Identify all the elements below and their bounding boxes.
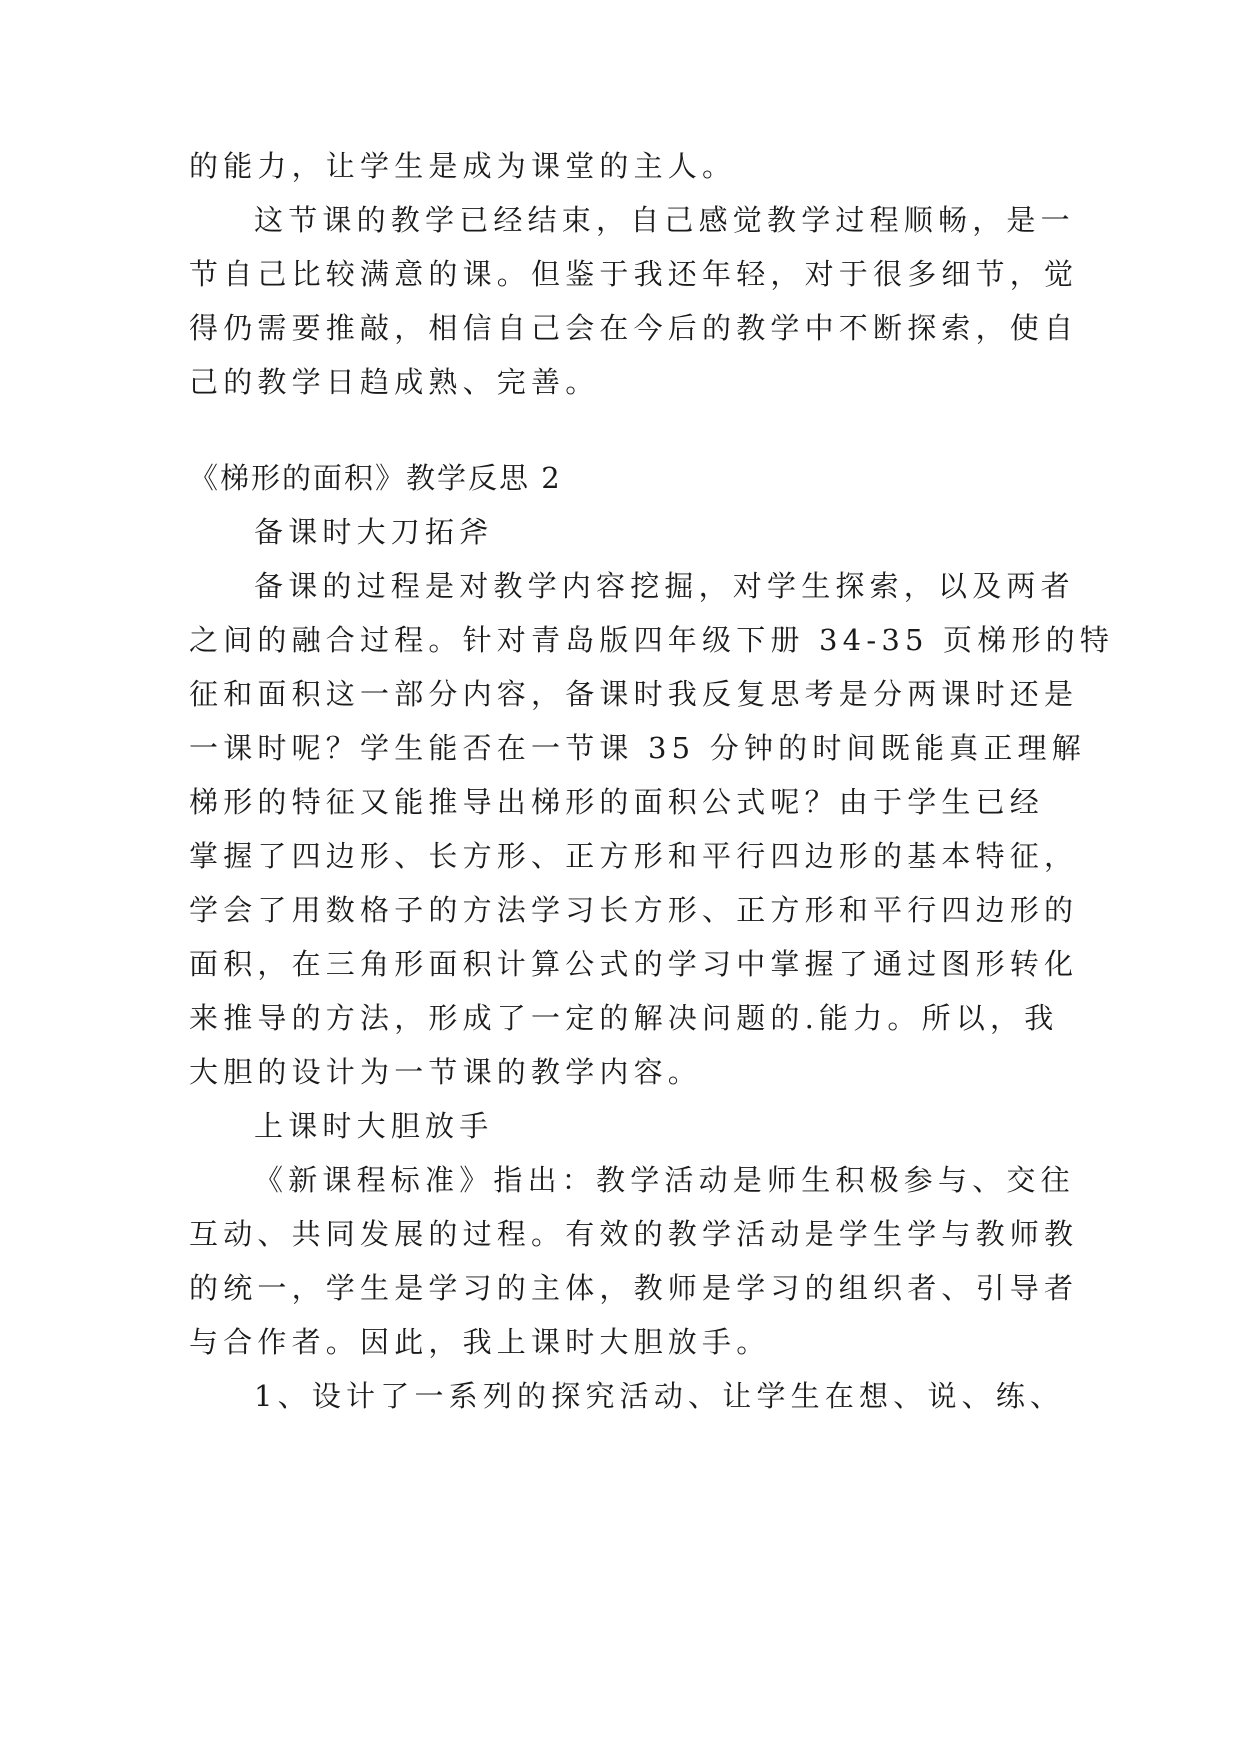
paragraph-first-line: 《新课程标准》指出：教学活动是师生积极参与、交往 [254,1163,1075,1197]
text-line: 己的教学日趋成熟、完善。 [189,365,600,399]
subheading: 备课时大刀拓斧 [254,515,494,549]
text-line: 征和面积这一部分内容，备课时我反复思考是分两课时还是 [189,677,1079,711]
text-line: 的统一，学生是学习的主体，教师是学习的组织者、引导者 [189,1271,1079,1305]
text-line: 梯形的特征又能推导出梯形的面积公式呢？由于学生已经 [189,785,1045,819]
text-line: 互动、共同发展的过程。有效的教学活动是学生学与教师教 [189,1217,1079,1251]
list-item-first-line: 1、设计了一系列的探究活动、让学生在想、说、练、 [254,1379,1065,1413]
text-line: 的能力，让学生是成为课堂的主人。 [189,149,737,183]
text-line: 掌握了四边形、长方形、正方形和平行四边形的基本特征， [189,839,1079,873]
text-line: 节自己比较满意的课。但鉴于我还年轻，对于很多细节，觉 [189,257,1079,291]
text-line: 一课时呢？学生能否在一节课 35 分钟的时间既能真正理解 [189,731,1086,765]
text-line: 大胆的设计为一节课的教学内容。 [189,1055,703,1089]
paragraph-first-line: 这节课的教学已经结束，自己感觉教学过程顺畅，是一 [254,203,1075,237]
text-line: 面积，在三角形面积计算公式的学习中掌握了通过图形转化 [189,947,1079,981]
text-line: 之间的融合过程。针对青岛版四年级下册 34-35 页梯形的特 [189,623,1115,657]
section-title: 《梯形的面积》教学反思 2 [189,461,562,495]
text-line: 得仍需要推敲，相信自己会在今后的教学中不断探索，使自 [189,311,1079,345]
paragraph-first-line: 备课的过程是对教学内容挖掘，对学生探索，以及两者 [254,569,1075,603]
text-line: 来推导的方法，形成了一定的解决问题的.能力。所以，我 [189,1001,1059,1035]
subheading: 上课时大胆放手 [254,1109,494,1143]
text-line: 学会了用数格子的方法学习长方形、正方形和平行四边形的 [189,893,1079,927]
text-line: 与合作者。因此，我上课时大胆放手。 [189,1325,771,1359]
